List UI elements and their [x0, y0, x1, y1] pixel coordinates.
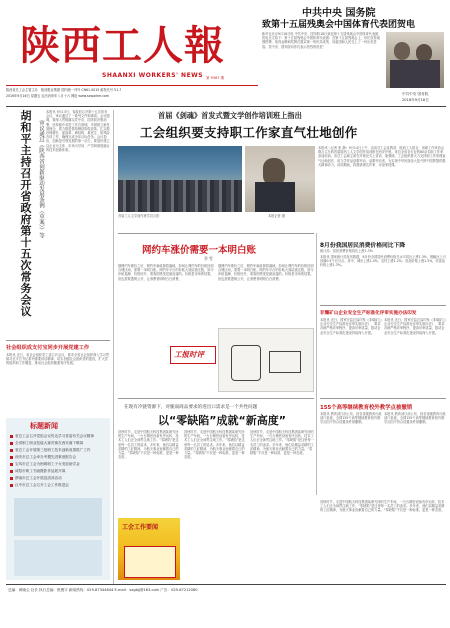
masthead-row1: 陕西省总工会主管主办 陕西报业集团 国内统一刊号 CN61-0015 邮发代号 51-7 [6, 88, 122, 92]
top-story-kicker: 中共中央 国务院 [302, 8, 376, 19]
bottom-story-body-3: 初秋时节，走进中国航天科技集团某研究所的生产车间，一台台精密设备有序运转，技术工人们正全神贯注地工作。“零缺陷”是这里每一名员工的追求。多年来，他们以精益求精的工匠精神，为航天事业贡献着自己的力量。“零缺陷”不仅是一种标准，更是一种态度。 [250, 430, 314, 456]
news-list [6, 418, 110, 580]
main-story-headline: 工会组织要支持职工作家直气壮地创作 [140, 125, 358, 140]
news-list-title: 标题新闻 [30, 422, 58, 430]
commentary-illustration [218, 328, 314, 392]
bottom-story-body: 初秋时节，走进中国航天科技集团某研究所的生产车间，一台台精密设备有序运转，技术工人们正全神贯注地工作。“零缺陷”是这里每一名员工的追求。多年来，他们以精益求精的工匠精神，为航天事业贡献着自己的力量。“零缺陷”不仅是一种标准，更是一种态度。 [118, 430, 179, 460]
footer: 总编：黄晓云 社长 执行总编：焦俊宇 新闻热线：029-87344644 E-mail：sxgbjj@163.com 广告：029-87212080 [8, 588, 198, 592]
main-story-body: 本报讯（记者 张 静）9月14日上午，由省总工会宣教部、陕西工人报社、省职工作家协会联合主办的首届陕西工人文学创作培训班在西安开班。来自全省各行业的80余名职工作家参加培训。省总工会副主席在开班仪式上讲话，他强调，工会组织要大力支持职工作家理直气壮地创作，用文学作品讴歌劳动、讴歌劳动者，为实现中华民族伟大复兴的中国梦提供强大精神动力。培训期间，将邀请著名作家、评论家授课。 [318, 146, 446, 167]
right-story-3 [320, 401, 446, 495]
commentary-body-2: 继网约车涨价之后，网约车新政即将落地，如何让网约车的价格回到合理区间，需要一本明白账。网约车平台的补贴大战烧钱无数，如今补贴退潮、价格回升，乘客的感受是最直接的。价格是市场的结果，但也需要透明公开，让消费者明明白白消费。 [218, 264, 314, 281]
news-list-items [10, 433, 108, 489]
right-story-3-headline: 155个高等继续教育校外教学点被撤销 [320, 405, 413, 411]
masthead-subtitle: SHAANXI WORKERS' NEWS [102, 72, 204, 79]
top-story-headline: 致第十五届残奥会中国体育代表团贺电 [262, 20, 416, 30]
commentary [118, 236, 314, 396]
news-list-item[interactable]: 西安市总工会举办劳模先进事迹报告会 [10, 454, 108, 461]
news-list-item[interactable]: 汉中市总工会召开工会工作推进会 [10, 482, 108, 489]
main-story-caption: 首届工人文学创作班学员合影 [118, 214, 160, 218]
left-story-body: 本报讯 9月13日，省政府召开第十五次常务会议，审议通过了一系列文件和事项。会议强调，要深入贯彻落实党中央、国务院决策部署，坚持稳中求进工作总基调，牢固树立新发展理念，着力推进供给侧结构性改革，扎实做好保增长、促改革、调结构、惠民生、防风险各项工作，确保完成全年目标任务。会议指出，创新是引领发展的第一动力，要加快建立以企业为主体、市场为导向、产学研深度融合的技术创新体系。 [46, 110, 110, 152]
main-story-photo-2 [245, 146, 315, 212]
main-story-credit: 本报记者 摄 [268, 214, 285, 218]
left-story-2-headline: 社会组织成支付宝同步开展党建工作 [6, 345, 90, 351]
bottom-story-body-4: 初秋时节，走进中国航天科技集团某研究所的生产车间，一台台精密设备有序运转，技术工人们正全神贯注地工作。“零缺陷”是这里每一名员工的追求。多年来，他们以精益求精的工匠精神，为航天事业贡献着自己的力量。“零缺陷”不仅是一种标准，更是一种态度。 [320, 500, 445, 513]
ad-block[interactable] [118, 518, 180, 580]
masthead [6, 6, 258, 104]
bottom-story [118, 402, 314, 426]
top-story-sign: 中共中央 国务院 [402, 92, 429, 96]
left-story-headline: 胡和平主持召开省政府第十五次常务会议 [19, 110, 32, 317]
right-story-1-body: 本报讯 国家统计局发布数据，8月份全国居民消费价格总水平同比上涨1.3%，涨幅比上月回落0.5个百分点。其中，城市上涨1.4%，农村上涨1.2%；食品价格上涨1.3%，非食品价格上涨1.3%。 [320, 255, 446, 268]
top-story-body: 新华社北京9月18日电 中共中央、国务院18日致电第十五届残奥会中国体育代表团，贺电全文如下：第十五届残奥会中国体育代表团：在第十五届残奥会上，你们坚持顽强拼搏，取得金牌和奖牌总数双第一的优异成绩，向祖国和人民交上了一份出色答卷。党中央、国务院向你们表示热烈的祝贺！ [262, 32, 382, 49]
right-story-3-body-2: 本报讯 教育部日前公布，经各省级教育行政部门检查，全国155个高等继续教育校外教学点因不符合设置条件被撤销。 [384, 412, 446, 425]
left-story-2-body: 本报讯 近日，省社会组织党工委召开会议，要求全省社会组织深入学习贯彻习近平总书记系列重要讲话精神，切实加强社会组织党的建设，扩大党的组织和工作覆盖，推动社会组织健康有序发展。 [6, 353, 110, 366]
commentary-author: 乔 雪 [204, 256, 213, 261]
news-list-item[interactable]: 渭南市总工会开展送清凉活动 [10, 475, 108, 482]
top-story-date: 2016年9月18日 [402, 98, 429, 102]
masthead-row2: 2016年9月16日 星期五 农历丙申年八月十六 网址 www.sxworker.com [6, 94, 109, 98]
right-story-3-body: 本报讯 教育部日前公布，经各省级教育行政部门检查，全国155个高等继续教育校外教学点因不符合设置条件被撤销。 [320, 412, 382, 425]
right-story-2-body-2: 本报讯 近日，国家安监总局印发《非煤矿山企业安全生产标准化评审实施办法》，要求各地严格评审程序，提高评审质量，推动企业安全生产标准化建设持续深入开展。 [384, 318, 446, 335]
news-list-item[interactable]: 咸阳市职工书画摄影作品展开幕 [10, 468, 108, 475]
main-story-kicker: 首届《剑魂》首发式暨文学创作培训班上指出 [158, 111, 302, 120]
news-list-item[interactable]: 省总工会召开党组会议传达学习省委有关会议精神 [10, 433, 108, 440]
right-story-1-headline: 8月份我国居民消费价格同比下降 [320, 243, 406, 249]
left-story-subhead: 审议通过《陕西省创新驱动发展条例（草案）》等 [38, 120, 44, 239]
news-list-item[interactable]: 全省职工职业技能大赛决赛在西安落下帷幕 [10, 440, 108, 447]
top-story-photo [386, 32, 444, 88]
left-story-2 [6, 344, 110, 414]
main-story-photo [118, 146, 242, 212]
bottom-story-body-2: 初秋时节，走进中国航天科技集团某研究所的生产车间，一台台精密设备有序运转，技术工人们正全神贯注地工作。“零缺陷”是这里每一名员工的追求。多年来，他们以精益求精的工匠精神，为航天事业贡献着自己的力量。“零缺陷”不仅是一种标准，更是一种态度。 [184, 430, 245, 460]
right-story-1 [320, 236, 446, 306]
news-list-item[interactable]: 宝鸡市总工会为困难职工子女发放助学金 [10, 461, 108, 468]
news-list-item[interactable]: 省总工会开展第三批职工技术创新成果推广工作 [10, 447, 108, 454]
right-story-2-body: 本报讯 近日，国家安监总局印发《非煤矿山企业安全生产标准化评审实施办法》，要求各地严格评审程序，提高评审质量，推动企业安全生产标准化建设持续深入开展。 [320, 318, 382, 335]
commentary-body: 继网约车涨价之后，网约车新政即将落地，如何让网约车的价格回到合理区间，需要一本明白账。网约车平台的补贴大战烧钱无数，如今补贴退潮、价格回升，乘客的感受是最直接的。价格是市场的结果，但也需要透明公开，让消费者明明白白消费。 [118, 264, 214, 281]
masthead-title: 陕西工人報 [20, 22, 225, 69]
top-story [262, 4, 446, 108]
issue-number: 第 9367 期 [206, 76, 225, 80]
commentary-column-badge: 工报时评 [170, 346, 216, 364]
right-story-2-headline: 非耀矿山企业安全生产标准化评审实施办法印发 [320, 311, 417, 316]
commentary-headline: 网约车涨价需要一本明白账 [142, 245, 257, 256]
bottom-story-kicker: 在现有冷链资源下，对脆弱商品要求的进出口需求是一个共性问题 [124, 405, 258, 410]
ad-block-text: 工会工作要闻 [122, 524, 159, 531]
right-story-1-subhead: 统计局：居民消费价格同比上涨1.3% [320, 249, 373, 253]
left-story [6, 110, 110, 340]
bottom-story-headline: 以“零缺陷”成就“新高度” [158, 414, 286, 427]
right-story-2 [320, 308, 446, 398]
